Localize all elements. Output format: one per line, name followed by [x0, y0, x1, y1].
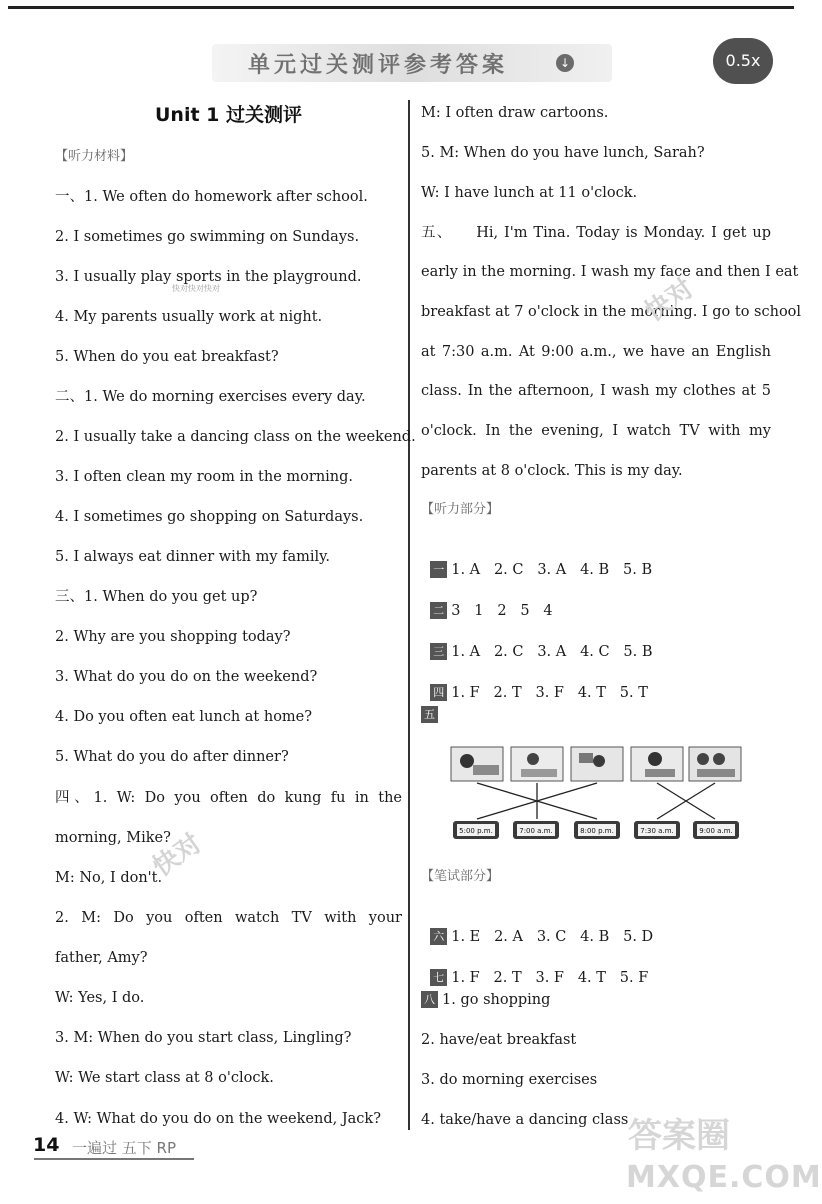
page-number: 14 [33, 1134, 60, 1156]
text-line: breakfast at 7 o'clock in the morning. I go to school [421, 304, 802, 320]
text-line: 3. I usually play sports in the playground. [55, 269, 362, 285]
matching-lines [477, 783, 715, 819]
footer-rule [34, 1158, 194, 1160]
watermark-fast: 快对 [639, 273, 700, 328]
clock-label: 9:00 a.m. [699, 827, 733, 835]
text-line: class. In the afternoon, I wash my clothes at 5 [421, 383, 771, 399]
text-line: early in the morning. I wash my face and then I eat [421, 264, 799, 280]
watermark-fast: 快对 [147, 828, 208, 883]
text-line: 三、1. When do you get up? [55, 589, 258, 605]
answer-text: 3 1 2 5 4 [451, 603, 553, 619]
answer-row [421, 581, 553, 621]
section-badge: 六 [430, 928, 447, 945]
text-line: 5. What do you do after dinner? [55, 749, 289, 765]
text-line: 4. take/have a dancing class [421, 1112, 629, 1128]
watermark-site: MXQE.COM [626, 1160, 822, 1195]
section-badge: 五 [421, 706, 438, 723]
banner-title: 单元过关测评参考答案 [248, 53, 509, 78]
text-line: W: Yes, I do. [55, 990, 145, 1006]
text-line: M: I often draw cartoons. [421, 105, 609, 121]
clock-label: 7:30 a.m. [640, 827, 674, 835]
clock-label: 7:00 a.m. [519, 827, 553, 835]
answer-row [421, 907, 653, 947]
text-line: 4. My parents usually work at night. [55, 309, 323, 325]
text-line: 3. What do you do on the weekend? [55, 669, 318, 685]
text-line: 3. do morning exercises [421, 1072, 598, 1088]
answer-row [421, 705, 442, 725]
text-line: 二、1. We do morning exercises every day. [55, 389, 366, 405]
watermark-stamp: 快对快对快对 [172, 284, 220, 293]
answer-text: 1. F 2. T 3. F 4. T 5. T [451, 685, 648, 701]
section-badge: 七 [430, 969, 447, 986]
answer-row [421, 948, 648, 988]
matching-figure [449, 743, 743, 845]
text-line: W: I have lunch at 11 o'clock. [421, 185, 638, 201]
text-line: 4. W: What do you do on the weekend, Jack? [55, 1111, 381, 1127]
answer-text: 1. A 2. C 3. A 4. C 5. B [451, 644, 653, 660]
text-line: 2. have/eat breakfast [421, 1032, 577, 1048]
text-line: 2. I usually take a dancing class on the weekend. [55, 429, 416, 445]
text-line: 2. Why are you shopping today? [55, 629, 291, 645]
text-line: 5. M: When do you have lunch, Sarah? [421, 145, 705, 161]
answer-text: 1. F 2. T 3. F 4. T 5. F [451, 970, 649, 986]
text-line: 一、1. We often do homework after school. [55, 189, 368, 205]
text-line: 4. I sometimes go shopping on Saturdays. [55, 509, 364, 525]
text-line: at 7:30 a.m. At 9:00 a.m., we have an English [421, 344, 771, 360]
answer-text: 1. go shopping [442, 992, 551, 1008]
scene-homework [451, 747, 503, 781]
text-line: 四、1. W: Do you often do kung fu in the [55, 790, 402, 806]
text-line: parents at 8 o'clock. This is my day. [421, 463, 683, 479]
answer-row [421, 663, 648, 703]
book-title: 一遍过 五下 RP [72, 1139, 177, 1157]
text-line: 3. I often clean my room in the morning. [55, 469, 354, 485]
text-line: o'clock. In the evening, I watch TV with my [421, 423, 771, 439]
text-line: 2. M: Do you often watch TV with your [55, 910, 402, 926]
top-rule [8, 6, 794, 9]
unit-title: Unit 1 过关测评 [155, 104, 302, 126]
download-icon[interactable]: ↓ [556, 54, 574, 72]
zoom-button[interactable]: 0.5x [713, 38, 773, 84]
text-line: M: No, I don't. [55, 870, 163, 886]
section-badge: 四 [430, 684, 447, 701]
answer-row [421, 990, 550, 1010]
column-divider [408, 100, 410, 1130]
answer-row [421, 540, 652, 580]
text-line: 4. Do you often eat lunch at home? [55, 709, 313, 725]
section-badge: 八 [421, 991, 438, 1008]
answer-text: 1. E 2. A 3. C 4. B 5. D [451, 929, 654, 945]
clock-label: 8:00 p.m. [580, 827, 614, 835]
scene-pictures [451, 747, 741, 781]
section-badge: 三 [430, 643, 447, 660]
answer-text: 1. A 2. C 3. A 4. B 5. B [451, 562, 653, 578]
text-line: 3. M: When do you start class, Lingling? [55, 1030, 352, 1046]
section-badge: 二 [430, 602, 447, 619]
text-line: 五、 Hi, I'm Tina. Today is Monday. I get up [421, 225, 771, 241]
written-section-label: 【笔试部分】 [421, 869, 500, 884]
listening-section-label: 【听力部分】 [421, 502, 500, 517]
section-label: 【听力材料】 [55, 149, 134, 164]
answer-row [421, 622, 653, 662]
text-line: morning, Mike? [55, 830, 171, 846]
text-line: 5. I always eat dinner with my family. [55, 549, 331, 565]
watermark-brand: 答案圈 [628, 1116, 730, 1156]
text-line: father, Amy? [55, 950, 148, 966]
section-badge: 一 [430, 561, 447, 578]
text-line: 2. I sometimes go swimming on Sundays. [55, 229, 360, 245]
text-line: W: We start class at 8 o'clock. [55, 1070, 274, 1086]
text-line: 5. When do you eat breakfast? [55, 349, 279, 365]
clock-label: 5:00 p.m. [459, 827, 493, 835]
